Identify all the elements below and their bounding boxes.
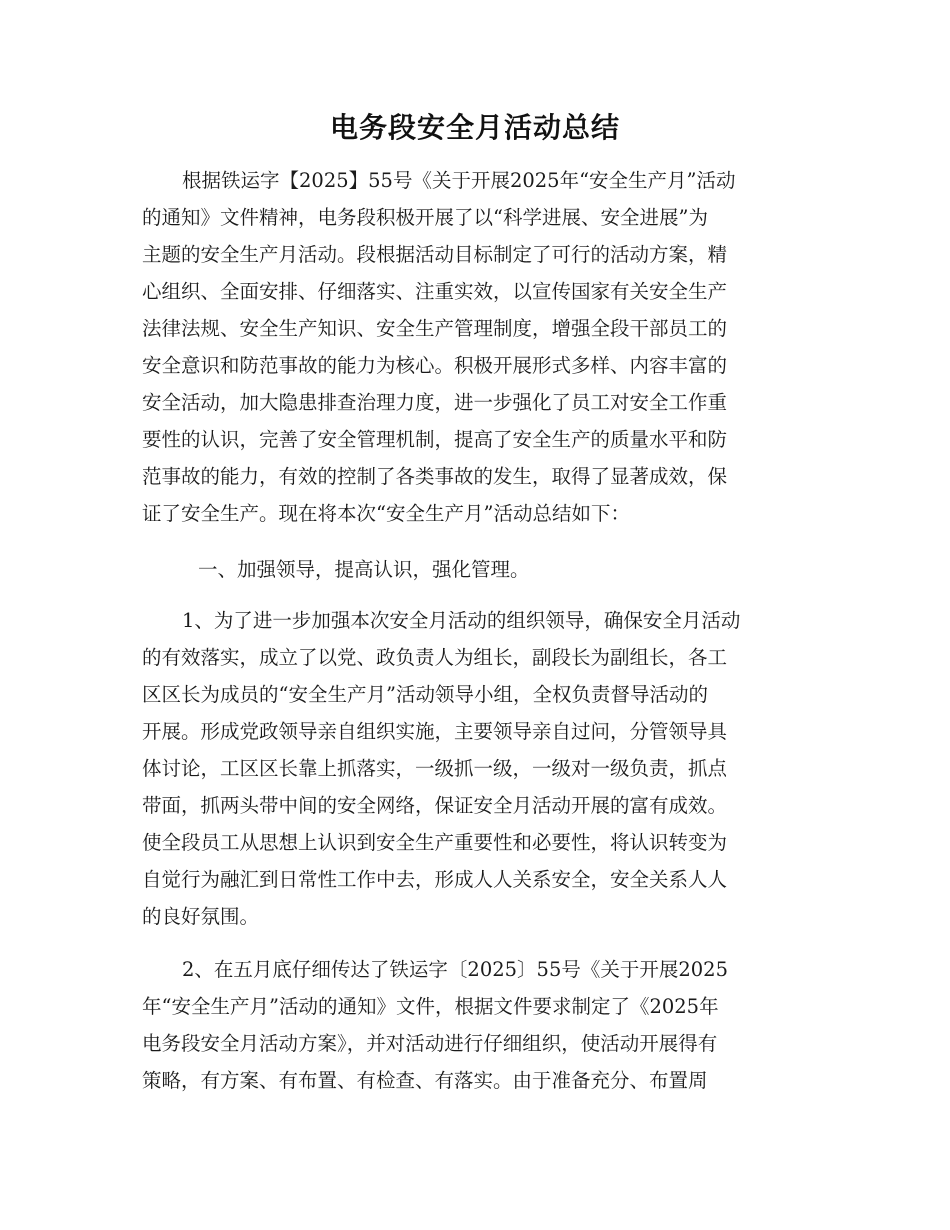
paragraph-1-line-8: 要性的认识，完善了安全管理机制，提高了安全生产的质量水平和防: [142, 428, 728, 451]
paragraph-1-line-7: 安全活动，加大隐患排查治理力度，进一步强化了员工对安全工作重: [142, 391, 728, 414]
paragraph-1-line-1: 根据铁运字【2025】55号《关于开展2025年“安全生产月”活动: [182, 169, 736, 192]
paragraph-2-line-5: 体讨论，工区区长靠上抓落实，一级抓一级，一级对一级负责，抓点: [142, 757, 728, 780]
paragraph-1-line-6: 安全意识和防范事故的能力为核心。积极开展形式多样、内容丰富的: [142, 354, 728, 377]
paragraph-2-line-2: 的有效落实，成立了以党、政负责人为组长，副段长为副组长，各工: [142, 646, 728, 669]
paragraph-2-line-6: 带面，抓两头带中间的安全网络，保证安全月活动开展的富有成效。: [142, 794, 728, 817]
paragraph-2-line-9: 的良好氛围。: [142, 905, 260, 928]
paragraph-2-line-1: 1、为了进一步加强本次安全月活动的组织领导，确保安全月活动: [182, 609, 741, 632]
paragraph-2-line-4: 开展。形成党政领导亲自组织实施，主要领导亲自过问，分管领导具: [142, 720, 728, 743]
paragraph-1-line-4: 心组织、全面安排、仔细落实、注重实效，以宣传国家有关安全生产: [142, 280, 728, 303]
paragraph-1-line-9: 范事故的能力，有效的控制了各类事故的发生，取得了显著成效，保: [142, 465, 728, 488]
paragraph-2-line-7: 使全段员工从思想上认识到安全生产重要性和必要性，将认识转变为: [142, 831, 728, 854]
paragraph-3-line-3: 电务段安全月活动方案》，并对活动进行仔细组织，使活动开展得有: [142, 1032, 718, 1055]
paragraph-2-line-8: 自觉行为融汇到日常性工作中去，形成人人关系安全，安全关系人人: [142, 868, 728, 891]
paragraph-3-line-1: 2、在五月底仔细传达了铁运字〔2025〕55号《关于开展2025: [182, 958, 728, 981]
paragraph-3-line-2: 年“安全生产月”活动的通知》文件，根据文件要求制定了《2025年: [142, 995, 719, 1018]
paragraph-1-line-2: 的通知》文件精神，电务段积极开展了以“科学进展、安全进展”为: [142, 206, 708, 229]
section-1-heading: 一、加强领导，提高认识，强化管理。: [198, 558, 530, 581]
paragraph-1-line-5: 法律法规、安全生产知识、安全生产管理制度，增强全段干部员工的: [142, 317, 728, 340]
paragraph-3-line-4: 策略，有方案、有布置、有检查、有落实。由于准备充分、布置周: [142, 1069, 708, 1092]
document-title: 电务段安全月活动总结: [329, 111, 620, 144]
paragraph-2-line-3: 区区长为成员的“安全生产月”活动领导小组，全权负责督导活动的: [142, 683, 708, 706]
paragraph-1-line-10: 证了安全生产。现在将本次“安全生产月”活动总结如下：: [142, 502, 630, 525]
paragraph-1-line-3: 主题的安全生产月活动。段根据活动目标制定了可行的活动方案，精: [142, 243, 728, 266]
